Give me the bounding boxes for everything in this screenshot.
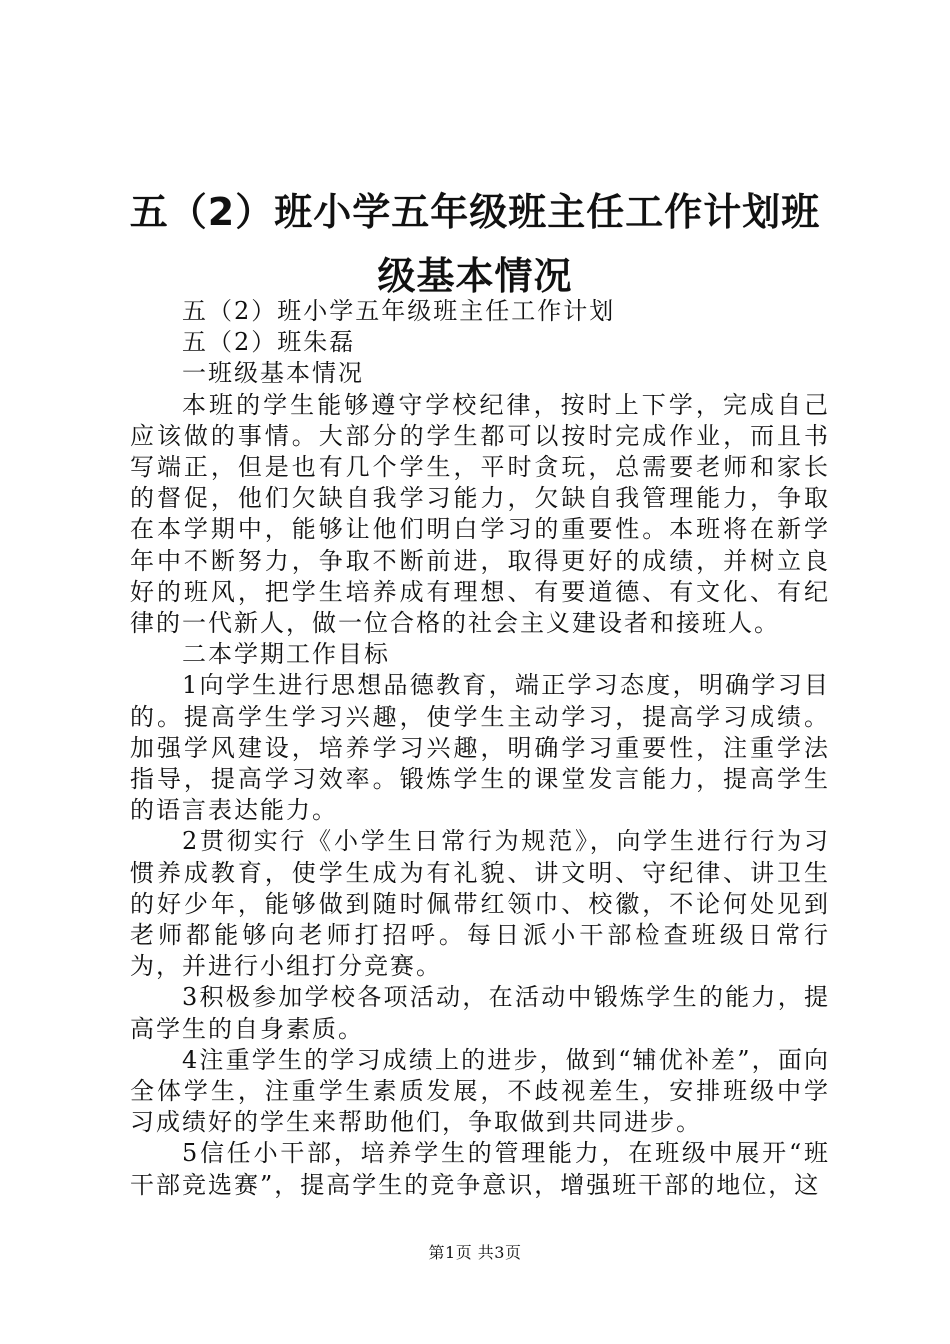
document-body [130, 296, 830, 1201]
paragraph-goal-4: 4注重学生的学习成绩上的进步，做到“辅优补差”，面向全体学生，注重学生素质发展，不歧视差生，安排班级中学习成绩好的学生来帮助他们，争取做到共同进步。 [130, 1045, 830, 1137]
section-heading-class-situation: 一班级基本情况 [182, 359, 364, 388]
paragraph-plan-heading: 五（2）班小学五年级班主任工作计划 [182, 297, 616, 325]
paragraph-class-situation: 本班的学生能够遵守学校纪律，按时上下学，完成自己应该做的事情。大部分的学生都可以按时完成作业，而且书写端正，但是也有几个学生，平时贪玩，总需要老师和家长的督促，他们欠缺自我学习能力，欠缺自我管理能力，争取在本学期中，能够让他们明白学习的重要性。本班将在新学年中不断努力，争取不断前进，取得更好的成绩，并树立良好的班风，把学生培养成有理想、有要道德、有文化、有纪律的一代新人，做一位合格的社会主义建设者和接班人。 [130, 390, 830, 638]
paragraph-goal-3: 3积极参加学校各项活动，在活动中锻炼学生的能力，提高学生的自身素质。 [130, 983, 830, 1043]
paragraph-author: 五（2）班朱磊 [182, 328, 356, 357]
paragraph-goal-1: 1向学生进行思想品德教育，端正学习态度，明确学习目的。提高学生学习兴趣，使学生主动学习，提高学习成绩。加强学风建设，培养学习兴趣，明确学习重要性，注重学法指导，提高学习效率。锻炼学生的课堂发言能力，提高学生的语言表达能力。 [130, 671, 830, 825]
document-title: 五（2）班小学五年级班主任工作计划班级基本情况 [129, 190, 821, 298]
page-footer: 第1页 共3页 [428, 1243, 522, 1262]
section-heading-work-goals: 二本学期工作目标 [182, 640, 390, 669]
paragraph-goal-2: 2贯彻实行《小学生日常行为规范》，向学生进行行为习惯养成教育，使学生成为有礼貌、讲文明、守纪律、讲卫生的好少年，能够做到随时佩带红领巾、校徽，不论何处见到老师都能够向老师打招呼。每日派小干部检查班级日常行为，并进行小组打分竞赛。 [130, 827, 830, 981]
paragraph-goal-5: 5信任小干部，培养学生的管理能力，在班级中展开“班干部竞选赛”，提高学生的竞争意识，增强班干部的地位，这 [130, 1139, 830, 1199]
